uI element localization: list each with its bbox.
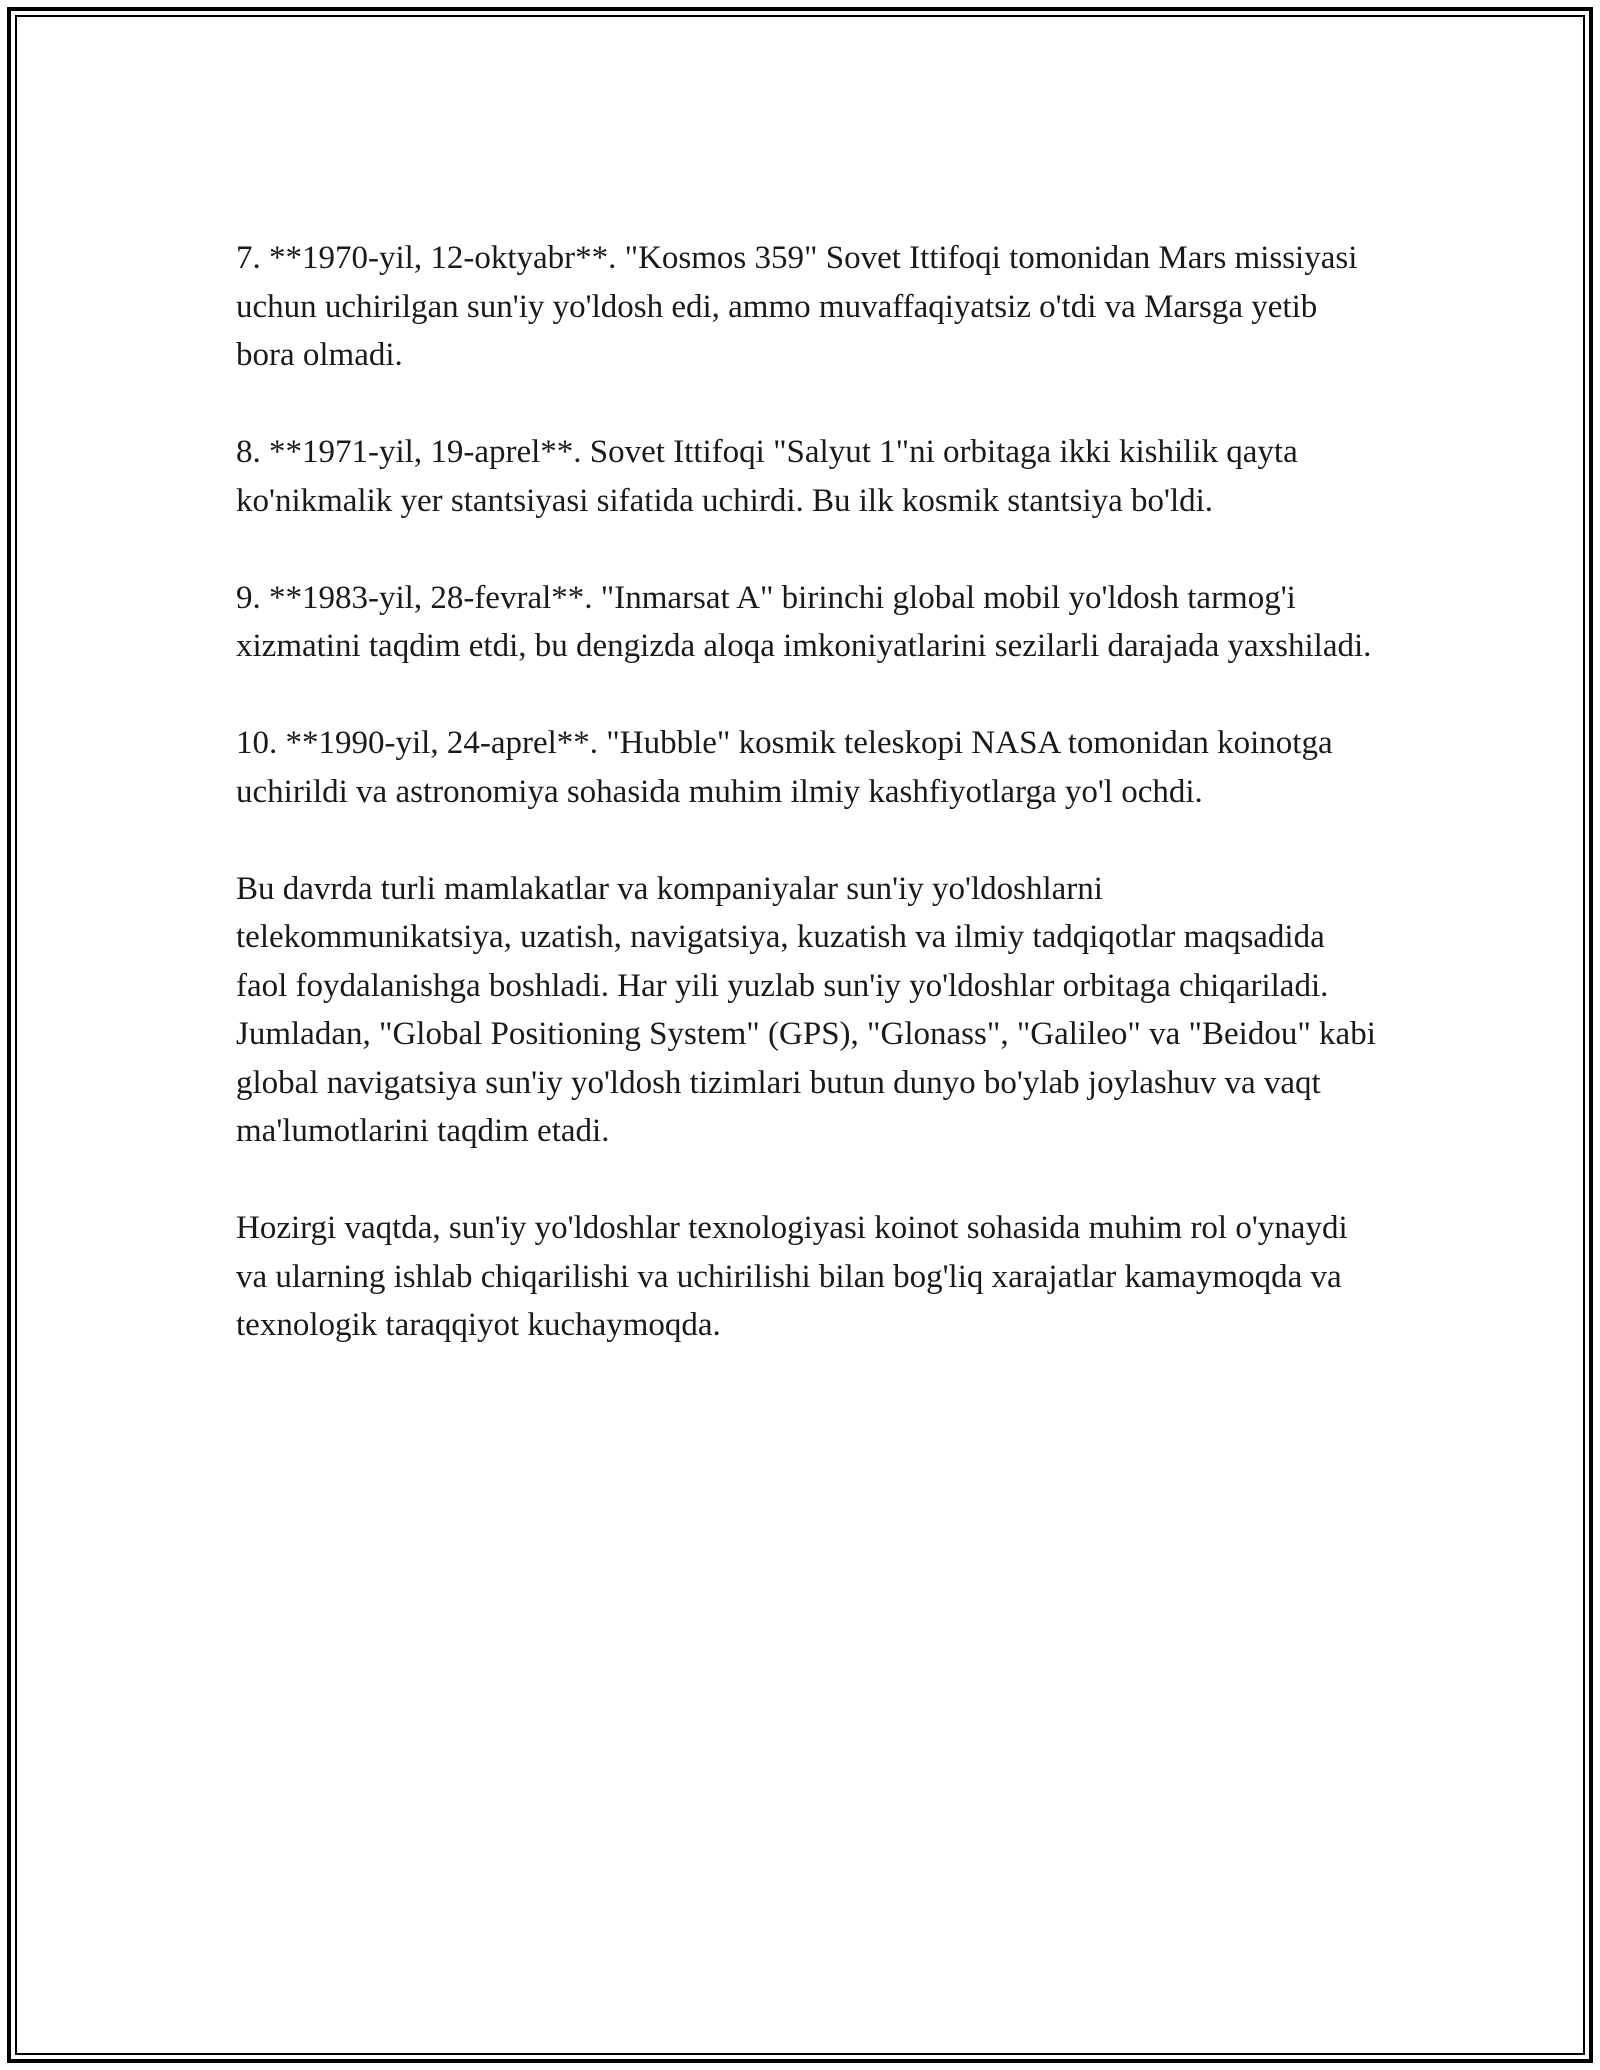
document-body bbox=[236, 234, 1376, 1350]
body-paragraph-conclusion: Hozirgi vaqtda, sun'iy yo'ldoshlar texnologiyasi koinot sohasida muhim rol o'ynaydi va ularning ishlab chiqarilishi va uchirilishi bilan bog'liq xarajatlar kamaymoqda va texnologik taraqqiyot kuchaymoqda. bbox=[236, 1210, 1348, 1343]
list-item-8: 8. **1971-yil, 19-aprel**. Sovet Ittifoqi "Salyut 1"ni orbitaga ikki kishilik qayta ko'nikmalik yer stantsiyasi sifatida uchirdi. Bu ilk kosmik stantsiya bo'ldi. bbox=[236, 434, 1298, 519]
body-paragraph-overview: Bu davrda turli mamlakatlar va kompaniyalar sun'iy yo'ldoshlarni telekommunikatsiya, uzatish, navigatsiya, kuzatish va ilmiy tadqiqotlar maqsadida faol foydalanishga boshladi. Har yili yuzlab sun'iy yo'ldoshlar orbitaga chiqariladi. Jumladan, "Global Positioning System" (GPS), "Glonass", "Galileo" va "Beidou" kabi global navigatsiya sun'iy yo'ldosh tizimlari butun dunyo bo'ylab joylashuv va vaqt ma'lumotlarini taqdim etadi. bbox=[236, 870, 1376, 1149]
list-item-9: 9. **1983-yil, 28-fevral**. "Inmarsat A" birinchi global mobil yo'ldosh tarmog'i xizmatini taqdim etdi, bu dengizda aloqa imkoniyatlarini sezilarli darajada yaxshiladi. bbox=[236, 579, 1372, 664]
list-item-7: 7. **1970-yil, 12-oktyabr**. "Kosmos 359" Sovet Ittifoqi tomonidan Mars missiyasi uchun uchirilgan sun'iy yo'ldosh edi, ammo muvaffaqiyatsiz o'tdi va Marsga yetib bora olmadi. bbox=[236, 240, 1358, 373]
list-item-10: 10. **1990-yil, 24-aprel**. "Hubble" kosmik teleskopi NASA tomonidan koinotga uchirildi va astronomiya sohasida muhim ilmiy kashfiyotlarga yo'l ochdi. bbox=[236, 725, 1333, 810]
